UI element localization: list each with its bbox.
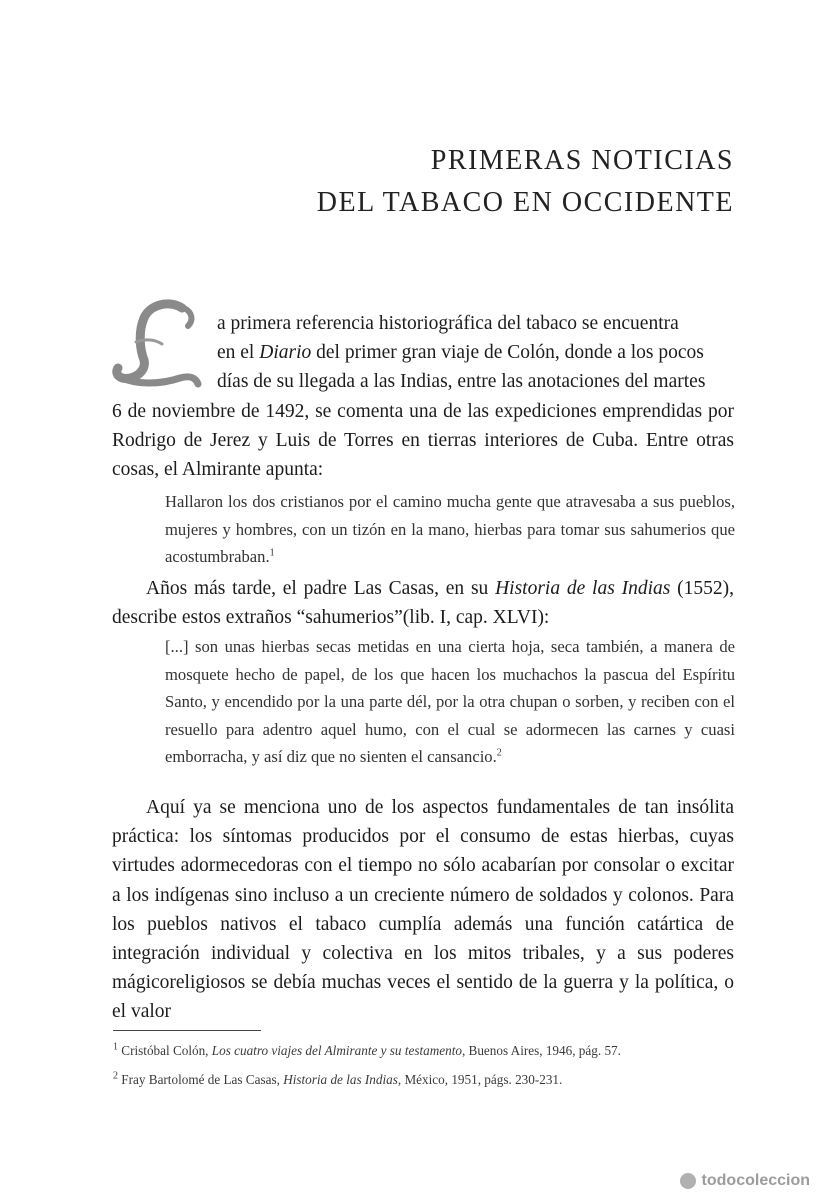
diario-title: Diario bbox=[259, 342, 312, 364]
chapter-title-line-1: PRIMERAS NOTICIAS bbox=[430, 145, 734, 176]
footnote-2-start: Fray Bartolomé de Las Casas, bbox=[118, 1072, 284, 1087]
footnote-ref-1: 1 bbox=[269, 547, 275, 559]
block-quote-1 bbox=[165, 488, 735, 571]
footnote-2-mark: 2 bbox=[113, 1070, 118, 1082]
footnote-divider bbox=[113, 1030, 261, 1031]
paragraph-1-line-3: días de su llegada a las Indias, entre las anotaciones del martes bbox=[217, 371, 706, 393]
block-quote-2-text: [...] son unas hierbas secas metidas en una cierta hoja, seca también, a manera de mosquete hecho de papel, de los que hacen los muchachos la pascua del Espíritu Santo, y encendido por la una parte dél, por la otra chupan o sorben, y reciben con el resuello para adentro aquel humo, con el cual se adormecen las carnes y cuasi emborracha, y así diz que no sienten el cansancio. bbox=[165, 637, 735, 766]
footnote-1 bbox=[113, 1043, 621, 1059]
paragraph-2 bbox=[112, 574, 734, 632]
footnote-2-end: , México, 1951, págs. 230-231. bbox=[397, 1072, 563, 1087]
paragraph-1-line-2-start: en el bbox=[217, 342, 260, 364]
todocoleccion-logo-icon bbox=[680, 1173, 696, 1189]
paragraph-2-end: (1552), describe estos extraños “sahumerios”(lib. I, cap. XLVI): bbox=[112, 578, 734, 629]
paragraph-1-rest: 6 de noviembre de 1492, se comenta una de las expediciones emprendidas por Rodrigo de Jerez y Luis de Torres en tierras interiores de Cuba. Entre otras cosas, el Almirante apunta: bbox=[112, 400, 734, 481]
historia-title: Historia de las Indias bbox=[495, 578, 671, 599]
block-quote-1-text: Hallaron los dos cristianos por el camino mucha gente que atravesaba a sus pueblos, mujeres y hombres, con un tizón en la mano, hierbas para tomar sus sahumerios que acostumbraban. bbox=[165, 492, 735, 566]
watermark bbox=[680, 1172, 810, 1190]
footnote-1-title: Los cuatro viajes del Almirante y su testamento bbox=[211, 1043, 462, 1058]
paragraph-1-line-2-end: del primer gran viaje de Colón, donde a los pocos bbox=[311, 342, 704, 364]
block-quote-2 bbox=[165, 633, 735, 771]
footnote-ref-2: 2 bbox=[496, 747, 502, 759]
footnote-1-end: , Buenos Aires, 1946, pág. 57. bbox=[461, 1043, 621, 1058]
footnote-2 bbox=[113, 1072, 562, 1088]
paragraph-1-line-1: a primera referencia historiográfica del tabaco se encuentra bbox=[217, 313, 679, 334]
paragraph-2-start: Años más tarde, el padre Las Casas, en su bbox=[146, 578, 496, 599]
watermark-text: todocoleccion bbox=[701, 1172, 810, 1189]
paragraph-1-line-2 bbox=[112, 338, 734, 367]
paragraph-1 bbox=[112, 309, 734, 484]
footnote-1-mark: 1 bbox=[113, 1041, 118, 1053]
chapter-title bbox=[317, 140, 734, 224]
chapter-title-line-2: DEL TABACO EN OCCIDENTE bbox=[316, 187, 734, 218]
footnote-1-start: Cristóbal Colón, bbox=[118, 1043, 212, 1058]
footnote-2-title: Historia de las Indias bbox=[283, 1072, 398, 1087]
paragraph-3: Aquí ya se menciona uno de los aspectos fundamentales de tan insólita práctica: los síntomas producidos por el consumo de estas hierbas, cuyas virtudes adormecedoras con el tiempo no sólo acabarían por consolar o excitar a los indígenas sino incluso a un creciente número de soldados y colonos. Para los pueblos nativos el tabaco cumplía además una función catártica de integración individual y colectiva en los mitos tribales, y a sus poderes mágicoreligiosos se debía muchas veces el sentido de la guerra y la política, o el valor bbox=[112, 797, 734, 1023]
